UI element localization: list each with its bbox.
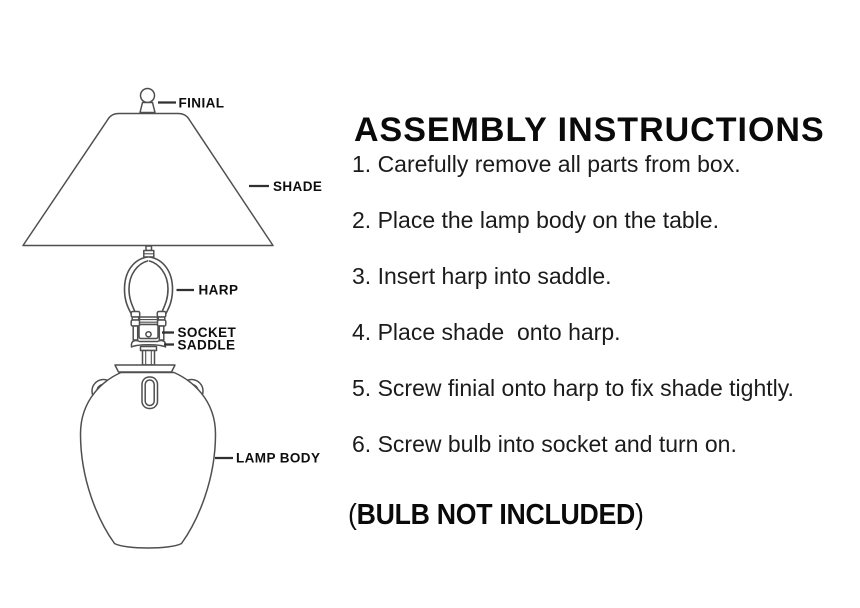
cap-plate-drawing — [115, 365, 175, 372]
socket-drawing — [139, 317, 158, 339]
page-title: ASSEMBLY INSTRUCTIONS — [354, 110, 825, 149]
lamp-body-label: LAMP BODY — [236, 450, 321, 466]
step-3: 3. Insert harp into saddle. — [352, 263, 612, 289]
finial-drawing — [140, 89, 155, 113]
socket-label: SOCKET — [177, 325, 237, 340]
saddle-label: SADDLE — [177, 337, 236, 353]
note-close-paren: ) — [635, 499, 644, 531]
finial-label: FINIAL — [178, 95, 225, 111]
shade-drawing — [23, 114, 273, 246]
step-2: 2. Place the lamp body on the table. — [352, 207, 719, 233]
step-6: 6. Screw bulb into socket and turn on. — [352, 431, 737, 457]
bulb-not-included-note — [348, 498, 644, 532]
step-1: 1. Carefully remove all parts from box. — [352, 151, 741, 177]
shade-label: SHADE — [273, 179, 323, 194]
neck-drawing — [143, 351, 155, 366]
note-text: BULB NOT INCLUDED — [356, 499, 636, 531]
harp-label: HARP — [198, 282, 239, 298]
saddle-drawing — [131, 341, 165, 351]
lamp-diagram — [0, 0, 340, 608]
step-4: 4. Place shade onto harp. — [352, 319, 621, 345]
harp-stud-drawing — [144, 246, 154, 257]
lamp-body-drawing — [81, 373, 216, 549]
note-open-paren: ( — [348, 499, 357, 531]
step-5: 5. Screw finial onto harp to fix shade tightly. — [352, 375, 794, 401]
